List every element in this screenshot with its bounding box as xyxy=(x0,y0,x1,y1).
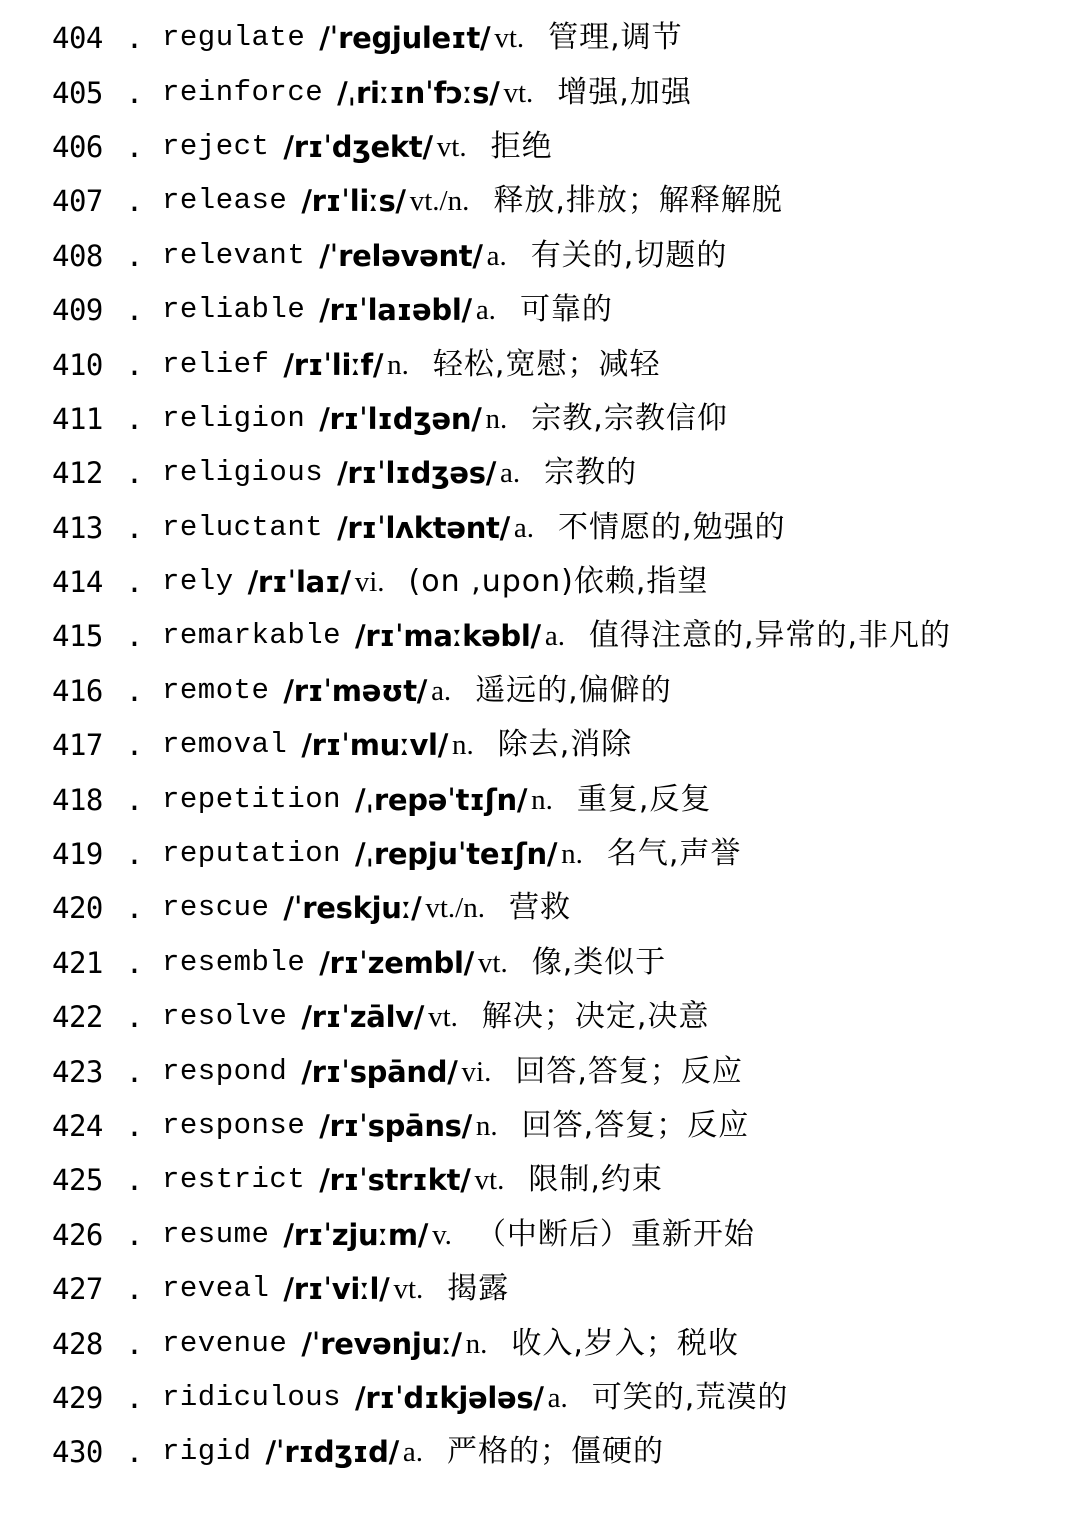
entry-word: reliable xyxy=(162,293,306,327)
entry-word: respond xyxy=(162,1054,288,1088)
entry-separator: . xyxy=(125,837,144,872)
list-item xyxy=(52,501,1062,555)
entry-part-of-speech: a. xyxy=(547,1381,568,1414)
list-item xyxy=(52,664,1062,718)
entry-word: remarkable xyxy=(162,619,342,653)
entry-part-of-speech: n. xyxy=(465,1327,488,1360)
entry-part-of-speech: vt. xyxy=(428,1001,458,1034)
list-item xyxy=(52,1099,1062,1153)
entry-word: rescue xyxy=(162,891,270,925)
entry-word: revenue xyxy=(162,1326,288,1360)
vocabulary-list xyxy=(52,11,1062,1480)
entry-part-of-speech: a. xyxy=(544,620,565,653)
entry-separator: . xyxy=(125,945,144,980)
entry-word: religion xyxy=(162,401,306,435)
entry-phonetic: /ˈregjuleɪt/ xyxy=(319,21,491,56)
entry-separator: . xyxy=(125,1380,144,1415)
entry-word: restrict xyxy=(162,1163,306,1197)
entry-number: 430 xyxy=(52,1435,103,1470)
entry-definition: 轻松,宽慰；减轻 xyxy=(432,346,661,382)
entry-definition: 收入,岁入；税收 xyxy=(511,1325,739,1361)
list-item xyxy=(52,1153,1062,1207)
entry-part-of-speech: a. xyxy=(513,511,535,544)
entry-word: remote xyxy=(162,673,270,707)
entry-word: reputation xyxy=(162,837,342,871)
entry-part-of-speech: n. xyxy=(475,1110,498,1142)
entry-word: resume xyxy=(162,1217,270,1251)
entry-part-of-speech: vt. xyxy=(474,1164,505,1197)
entry-definition: 回答,答复；反应 xyxy=(515,1053,743,1089)
list-item xyxy=(52,936,1062,990)
entry-phonetic: /rɪˈviːl/ xyxy=(283,1272,390,1307)
list-item xyxy=(52,718,1062,772)
entry-number: 427 xyxy=(52,1272,103,1307)
entry-part-of-speech: a. xyxy=(431,674,452,707)
entry-word: rely xyxy=(162,565,234,599)
entry-phonetic: /rɪˈstrɪkt/ xyxy=(319,1163,471,1198)
entry-definition: (on ,upon)依赖,指望 xyxy=(408,564,709,600)
entry-part-of-speech: vi. xyxy=(354,566,385,599)
entry-part-of-speech: n. xyxy=(485,402,508,435)
entry-phonetic: /rɪˈzjuːm/ xyxy=(283,1217,429,1252)
list-item xyxy=(52,772,1062,826)
entry-number: 429 xyxy=(52,1380,103,1415)
entry-part-of-speech: vt. xyxy=(436,130,467,163)
list-item xyxy=(52,609,1062,663)
entry-phonetic: /rɪˈməʊt/ xyxy=(283,673,428,708)
entry-phonetic: /rɪˈlaɪ/ xyxy=(247,565,351,600)
entry-word: release xyxy=(162,184,288,218)
entry-definition: 拒绝 xyxy=(490,128,553,164)
list-item xyxy=(52,827,1062,881)
entry-word: religious xyxy=(162,456,324,490)
entry-separator: . xyxy=(125,1272,144,1307)
entry-number: 406 xyxy=(52,129,103,164)
entry-word: repetition xyxy=(162,782,342,816)
entry-separator: . xyxy=(125,782,144,817)
list-item xyxy=(52,229,1062,283)
entry-part-of-speech: n. xyxy=(387,348,409,381)
entry-separator: . xyxy=(125,891,144,926)
entry-part-of-speech: a. xyxy=(500,457,521,490)
entry-phonetic: /rɪˈliːs/ xyxy=(301,184,406,219)
entry-number: 423 xyxy=(52,1054,103,1089)
entry-definition: 值得注意的,异常的,非凡的 xyxy=(588,618,952,654)
entry-word: reinforce xyxy=(162,75,324,109)
list-item xyxy=(52,1208,1062,1262)
list-item xyxy=(52,1044,1062,1098)
entry-number: 407 xyxy=(52,184,103,219)
list-item xyxy=(52,392,1062,446)
entry-definition: 揭露 xyxy=(447,1271,510,1307)
entry-phonetic: /ˈrɪdʒɪd/ xyxy=(265,1435,399,1470)
entry-word: resolve xyxy=(162,1000,288,1034)
entry-phonetic: /rɪˈzālv/ xyxy=(301,1000,425,1035)
entry-number: 416 xyxy=(52,673,103,708)
list-item xyxy=(52,1425,1062,1479)
entry-phonetic: /rɪˈlɪdʒən/ xyxy=(319,401,482,436)
entry-number: 415 xyxy=(52,619,103,654)
entry-phonetic: /ˌriːɪnˈfɔːs/ xyxy=(337,75,500,110)
entry-word: rigid xyxy=(162,1435,252,1469)
entry-part-of-speech: a. xyxy=(402,1436,424,1469)
entry-definition: 回答,答复；反应 xyxy=(521,1108,750,1143)
list-item xyxy=(52,446,1062,500)
entry-number: 419 xyxy=(52,837,103,872)
list-item xyxy=(52,11,1062,65)
list-item xyxy=(52,881,1062,935)
entry-word: resemble xyxy=(162,945,306,979)
entry-phonetic: /rɪˈmuːvl/ xyxy=(301,728,448,763)
entry-word: reject xyxy=(162,129,270,163)
entry-separator: . xyxy=(125,1054,144,1089)
entry-definition: 限制,约束 xyxy=(528,1162,663,1198)
entry-phonetic: /rɪˈlaɪəbl/ xyxy=(319,293,472,328)
entry-number: 422 xyxy=(52,1000,103,1035)
entry-part-of-speech: n. xyxy=(531,783,553,816)
entry-definition: 可靠的 xyxy=(519,292,613,328)
entry-phonetic: /rɪˈlʌktənt/ xyxy=(337,510,510,545)
entry-definition: 管理,调节 xyxy=(548,20,683,56)
entry-number: 410 xyxy=(52,347,103,382)
entry-separator: . xyxy=(125,238,144,273)
entry-word: reluctant xyxy=(162,510,324,544)
entry-part-of-speech: vi. xyxy=(461,1055,492,1088)
entry-word: regulate xyxy=(162,21,306,55)
entry-definition: 宗教,宗教信仰 xyxy=(531,400,728,436)
entry-phonetic: /rɪˈspānd/ xyxy=(301,1054,458,1089)
entry-separator: . xyxy=(125,347,144,382)
entry-separator: . xyxy=(125,1435,144,1470)
entry-number: 404 xyxy=(52,21,103,56)
entry-word: relief xyxy=(162,347,270,381)
entry-phonetic: /rɪˈzembl/ xyxy=(319,945,474,980)
entry-number: 424 xyxy=(52,1109,103,1143)
entry-part-of-speech: vt. xyxy=(477,946,508,979)
entry-definition: 名气,声誉 xyxy=(606,836,742,872)
entry-phonetic: /rɪˈdʒekt/ xyxy=(283,129,433,164)
entry-definition: 遥远的,偏僻的 xyxy=(475,672,672,708)
entry-part-of-speech: vt. xyxy=(393,1273,424,1306)
entry-part-of-speech: v. xyxy=(432,1218,452,1251)
entry-part-of-speech: vt. xyxy=(494,22,525,55)
entry-separator: . xyxy=(125,1163,144,1198)
entry-separator: . xyxy=(125,129,144,164)
entry-separator: . xyxy=(125,75,144,110)
entry-definition: 释放,排放；解释解脱 xyxy=(493,183,783,219)
entry-definition: 严格的；僵硬的 xyxy=(447,1434,665,1470)
list-item xyxy=(52,990,1062,1044)
entry-phonetic: /ˈrevənjuː/ xyxy=(301,1326,462,1361)
entry-definition: 像,类似于 xyxy=(531,944,667,980)
entry-number: 421 xyxy=(52,945,103,980)
entry-phonetic: /rɪˈspāns/ xyxy=(319,1109,472,1143)
entry-part-of-speech: n. xyxy=(561,838,583,871)
entry-word: reveal xyxy=(162,1272,270,1306)
entry-number: 428 xyxy=(52,1326,103,1361)
entry-separator: . xyxy=(125,565,144,600)
entry-definition: 增强,加强 xyxy=(557,74,692,110)
entry-separator: . xyxy=(125,619,144,654)
entry-number: 409 xyxy=(52,293,103,328)
entry-definition: 可笑的,荒漠的 xyxy=(591,1379,789,1415)
list-item xyxy=(52,174,1062,228)
entry-definition: （中断后）重新开始 xyxy=(475,1216,755,1252)
entry-separator: . xyxy=(125,728,144,763)
list-item xyxy=(52,283,1062,337)
entry-number: 414 xyxy=(52,565,103,600)
entry-separator: . xyxy=(125,1217,144,1252)
entry-definition: 有关的,切题的 xyxy=(530,237,728,273)
list-item xyxy=(52,337,1062,391)
entry-number: 420 xyxy=(52,891,103,926)
entry-separator: . xyxy=(125,1326,144,1361)
entry-number: 426 xyxy=(52,1217,103,1252)
entry-separator: . xyxy=(125,456,144,491)
entry-definition: 营救 xyxy=(508,890,571,926)
entry-part-of-speech: a. xyxy=(486,239,507,272)
entry-number: 405 xyxy=(52,75,103,110)
entry-separator: . xyxy=(125,21,144,56)
entry-definition: 不情愿的,勉强的 xyxy=(558,509,786,545)
entry-separator: . xyxy=(125,673,144,708)
entry-number: 411 xyxy=(52,401,103,436)
entry-number: 425 xyxy=(52,1163,103,1198)
entry-word: response xyxy=(162,1109,306,1142)
list-item xyxy=(52,120,1062,174)
entry-phonetic: /rɪˈdɪkjələs/ xyxy=(355,1380,544,1415)
entry-separator: . xyxy=(125,1109,144,1143)
entry-phonetic: /ˌrepjuˈteɪʃn/ xyxy=(355,837,558,872)
list-item xyxy=(52,1371,1062,1425)
list-item xyxy=(52,555,1062,609)
entry-number: 417 xyxy=(52,728,103,763)
entry-part-of-speech: vt./n. xyxy=(425,892,485,925)
entry-separator: . xyxy=(125,184,144,219)
entry-definition: 解决；决定,决意 xyxy=(481,999,710,1035)
entry-number: 408 xyxy=(52,238,103,273)
entry-number: 413 xyxy=(52,510,103,545)
list-item xyxy=(52,65,1062,119)
entry-phonetic: /rɪˈliːf/ xyxy=(283,347,384,382)
entry-number: 418 xyxy=(52,782,103,817)
list-item xyxy=(52,1316,1062,1370)
entry-phonetic: /ˌrepəˈtɪʃn/ xyxy=(355,782,528,817)
entry-separator: . xyxy=(125,293,144,328)
entry-part-of-speech: n. xyxy=(452,729,474,762)
entry-word: removal xyxy=(162,728,288,762)
entry-word: ridiculous xyxy=(162,1380,342,1414)
entry-definition: 重复,反复 xyxy=(576,781,712,817)
entry-phonetic: /ˈreləvənt/ xyxy=(319,238,483,273)
entry-part-of-speech: a. xyxy=(475,294,496,327)
entry-definition: 除去,消除 xyxy=(497,727,633,763)
entry-definition: 宗教的 xyxy=(544,455,638,491)
entry-number: 412 xyxy=(52,456,103,491)
entry-part-of-speech: vt./n. xyxy=(409,185,470,218)
entry-separator: . xyxy=(125,401,144,436)
entry-separator: . xyxy=(125,1000,144,1035)
entry-word: relevant xyxy=(162,238,306,272)
entry-phonetic: /rɪˈmaːkəbl/ xyxy=(355,619,541,654)
entry-part-of-speech: vt. xyxy=(503,76,534,109)
entry-separator: . xyxy=(125,510,144,545)
entry-phonetic: /ˈreskjuː/ xyxy=(283,891,422,926)
list-item xyxy=(52,1262,1062,1316)
entry-phonetic: /rɪˈlɪdʒəs/ xyxy=(337,456,497,491)
